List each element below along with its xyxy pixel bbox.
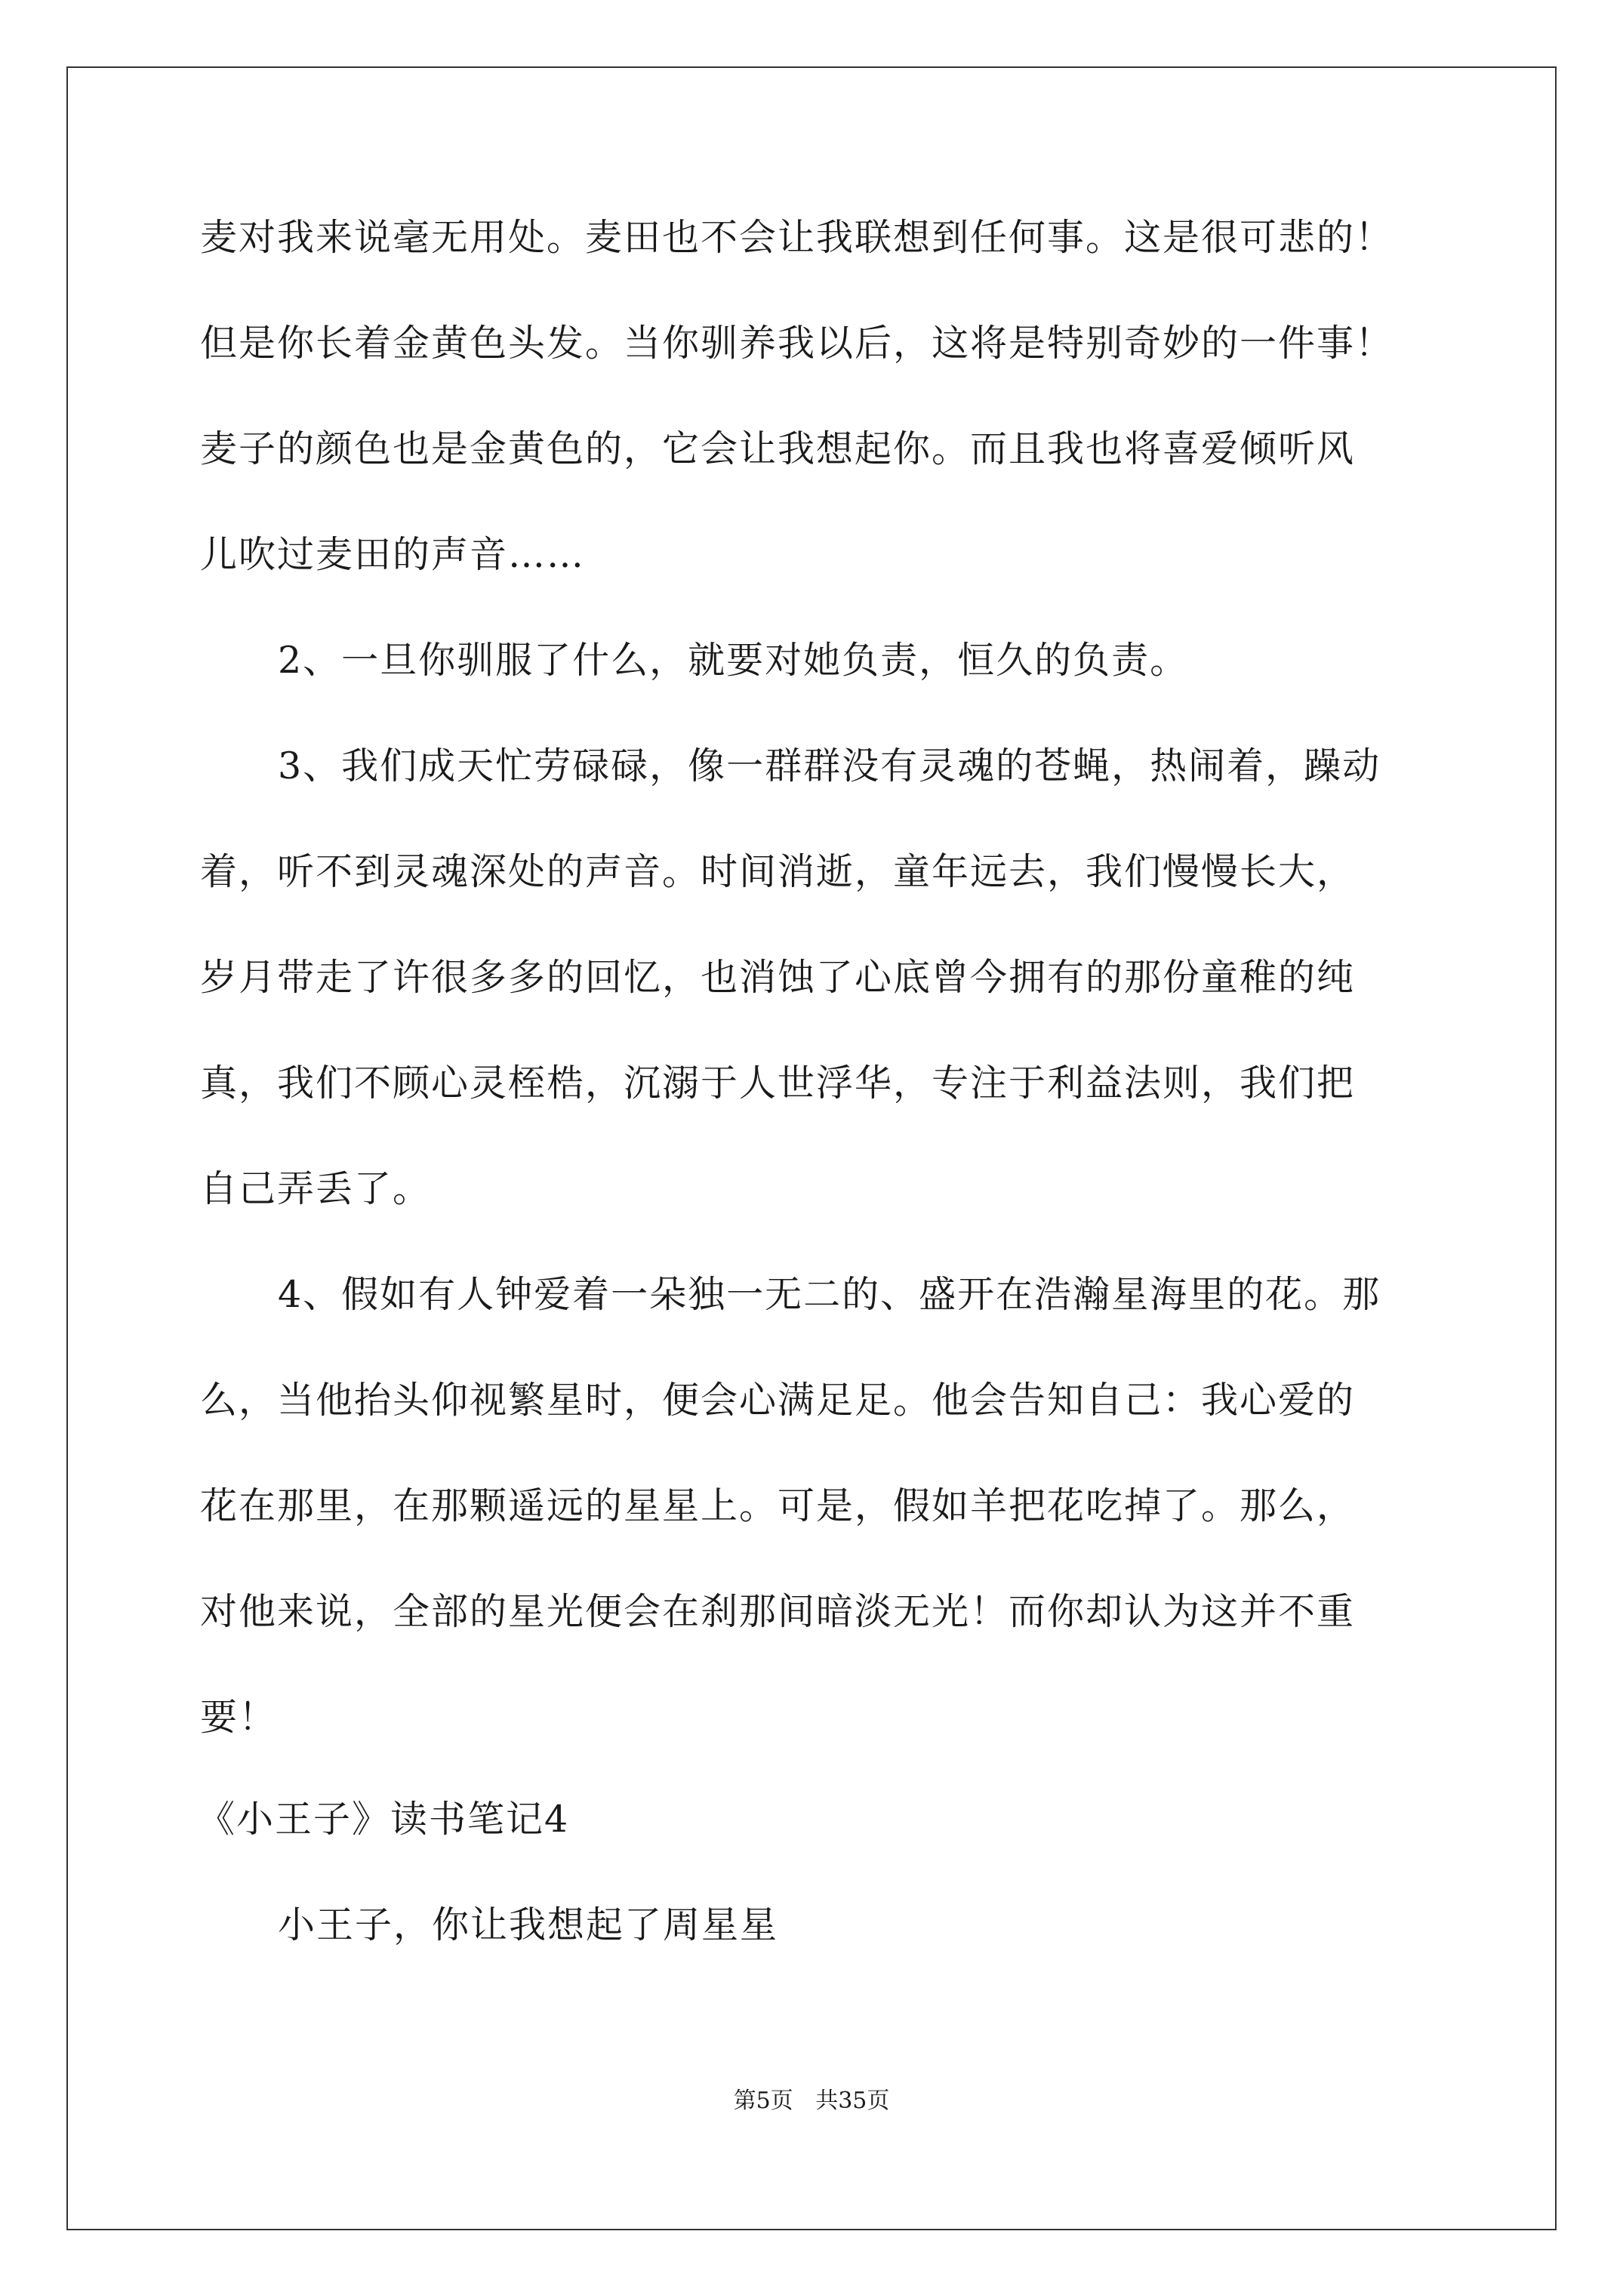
text-line: 自己弄丢了。	[200, 1167, 432, 1210]
text-line: 儿吹过麦田的声音……	[200, 533, 586, 576]
text-line: 着，听不到灵魂深处的声音。时间消逝，童年远去，我们慢慢长大，	[200, 850, 1356, 893]
paragraph-start-4: 4、假如有人钟爱着一朵独一无二的、盛开在浩瀚星海里的花。那	[278, 1273, 1381, 1316]
text-line: 么，当他抬头仰视繁星时，便会心满足足。他会告知自己：我心爱的	[200, 1379, 1356, 1422]
text-line: 要！	[200, 1696, 278, 1739]
text-line: 但是你长着金黄色头发。当你驯养我以后，这将是特别奇妙的一件事！	[200, 322, 1394, 365]
page-number: 第5页	[733, 2088, 793, 2114]
text-line: 真，我们不顾心灵桎梏，沉溺于人世浮华，专注于利益法则，我们把	[200, 1062, 1356, 1105]
page-footer	[0, 2088, 1623, 2115]
paragraph-start-2: 2、一旦你驯服了什么，就要对她负责，恒久的负责。	[278, 639, 1189, 682]
text-line: 花在那里，在那颗遥远的星星上。可是，假如羊把花吃掉了。那么，	[200, 1484, 1356, 1527]
text-line: 对他来说，全部的星光便会在刹那间暗淡无光！而你却认为这并不重	[200, 1590, 1356, 1633]
section-heading: 《小王子》读书笔记4	[198, 1798, 570, 1841]
paragraph-start-3: 3、我们成天忙劳碌碌，像一群群没有灵魂的苍蝇，热闹着，躁动	[278, 744, 1381, 787]
text-line: 麦子的颜色也是金黄色的，它会让我想起你。而且我也将喜爱倾听风	[200, 427, 1356, 470]
section-subtitle: 小王子，你让我想起了周星星	[278, 1903, 779, 1946]
page-total: 共35页	[815, 2088, 890, 2114]
text-line: 麦对我来说毫无用处。麦田也不会让我联想到任何事。这是很可悲的！	[200, 216, 1394, 259]
text-line: 岁月带走了许很多多的回忆，也消蚀了心底曾今拥有的那份童稚的纯	[200, 956, 1356, 999]
